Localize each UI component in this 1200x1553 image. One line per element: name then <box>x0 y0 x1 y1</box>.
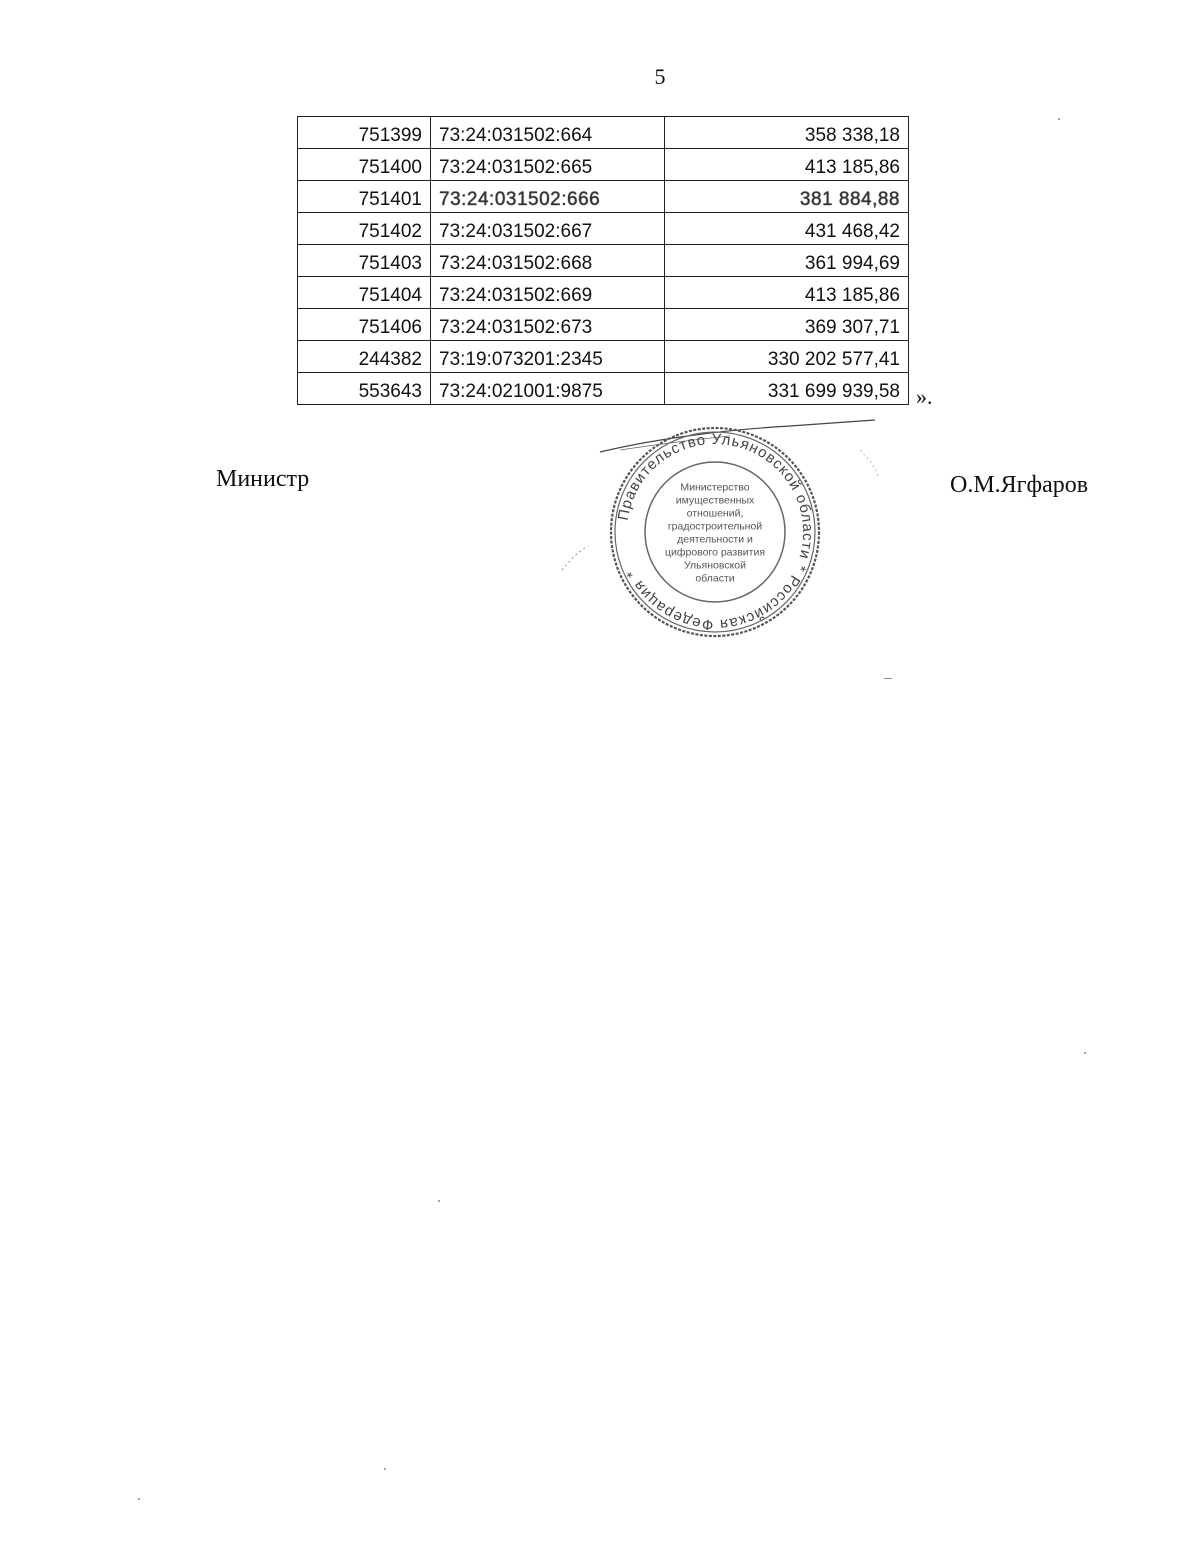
cadastral-number-cell: 73:24:031502:664 <box>431 117 665 149</box>
stamp-inner-line: имущественных <box>675 494 755 507</box>
stamp-inner-text <box>665 482 765 585</box>
page-number: 5 <box>654 64 666 89</box>
scan-speck <box>384 1468 386 1470</box>
table-row <box>298 373 909 405</box>
closing-quote-mark: ». <box>916 384 933 409</box>
table-row <box>298 181 909 213</box>
table-row <box>298 309 909 341</box>
object-id-cell: 751406 <box>298 309 431 341</box>
cadastral-number-cell: 73:24:031502:666 <box>431 181 665 213</box>
stamp-inner-line: отношений, <box>686 507 744 520</box>
cadastral-number-cell: 73:24:031502:669 <box>431 277 665 309</box>
cadastral-number-cell: 73:24:021001:9875 <box>431 373 665 405</box>
cadastral-value-cell: 358 338,18 <box>665 117 909 149</box>
cadastral-value-cell: 381 884,88 <box>665 181 909 213</box>
cadastral-value-table <box>297 116 909 405</box>
object-id-cell: 751403 <box>298 245 431 277</box>
cadastral-number-cell: 73:19:073201:2345 <box>431 341 665 373</box>
table-row <box>298 117 909 149</box>
table-row <box>298 277 909 309</box>
cadastral-value-cell: 361 994,69 <box>665 245 909 277</box>
object-id-cell: 244382 <box>298 341 431 373</box>
cadastral-value-cell: 330 202 577,41 <box>665 341 909 373</box>
object-id-cell: 751402 <box>298 213 431 245</box>
stamp-inner-line: деятельности и <box>677 533 753 546</box>
stamp-inner-line: градостроительной <box>667 520 763 533</box>
cadastral-number-cell: 73:24:031502:673 <box>431 309 665 341</box>
cadastral-value-cell: 413 185,86 <box>665 277 909 309</box>
cadastral-value-cell: 331 699 939,58 <box>665 373 909 405</box>
object-id-cell: 553643 <box>298 373 431 405</box>
object-id-cell: 751404 <box>298 277 431 309</box>
table-row <box>298 245 909 277</box>
official-stamp <box>595 420 835 645</box>
cadastral-number-cell: 73:24:031502:667 <box>431 213 665 245</box>
object-id-cell: 751400 <box>298 149 431 181</box>
table-row <box>298 149 909 181</box>
stamp-outer-text: Правительство Ульяновской области * Российская Федерация * <box>614 430 817 634</box>
signatory-title: Министр <box>216 466 310 492</box>
table-row <box>298 341 909 373</box>
stamp-inner-line: области <box>695 572 735 585</box>
cadastral-number-cell: 73:24:031502:668 <box>431 245 665 277</box>
stamp-inner-line: Министерство <box>680 481 750 494</box>
scan-speck <box>1058 118 1060 120</box>
signatory-name: О.М.Ягфаров <box>950 472 1089 498</box>
cadastral-value-cell: 413 185,86 <box>665 149 909 181</box>
scan-speck <box>138 1498 140 1500</box>
cadastral-value-cell: 431 468,42 <box>665 213 909 245</box>
table-body <box>298 117 909 405</box>
scan-speck <box>438 1200 440 1202</box>
object-id-cell: 751399 <box>298 117 431 149</box>
scan-speck <box>1084 1052 1086 1054</box>
scan-speck <box>884 678 892 679</box>
cadastral-number-cell: 73:24:031502:665 <box>431 149 665 181</box>
stamp-inner-line: цифрового развития <box>664 546 766 559</box>
table-row <box>298 213 909 245</box>
cadastral-value-cell: 369 307,71 <box>665 309 909 341</box>
object-id-cell: 751401 <box>298 181 431 213</box>
stamp-inner-line: Ульяновской <box>683 559 747 572</box>
